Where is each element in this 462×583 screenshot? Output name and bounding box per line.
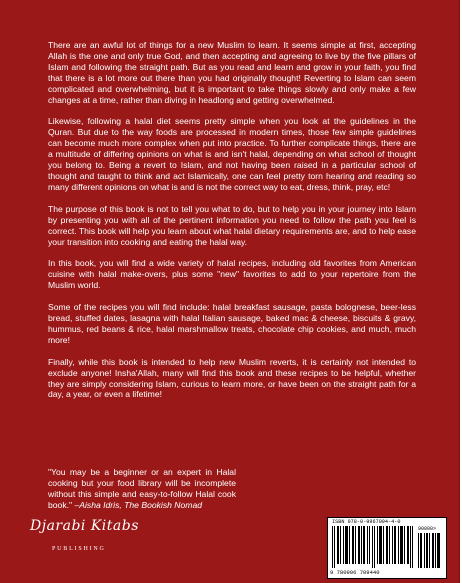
blurb-paragraph-1: There are an awful lot of things for a new Muslim to learn. It seems simple at first, accepting Allah is the one and only true God, and then accepting and agreeing to live by the five pillars of Islam and following the straight path. But as you read and learn and grow in your faith, you find that there is a lot more out there than you had originally thought! Reverting to Islam can seem complicated and overwhelming, but it is important to take things slowly and only make a few changes at a time, rather than diving in headlong and getting overwhelmed.: [48, 40, 416, 105]
publisher-logo-subtitle: PUBLISHING: [52, 546, 106, 552]
blurb-paragraph-5: Some of the recipes you will find include: halal breakfast sausage, pasta bolognese, beer-less bread, stuffed dates, lasagna with halal Italian sausage, baked mac & cheese, biscuits & gravy, hummus, red beans & rice, halal marshmallow treats, chocolate chip cookies, and much, much more!: [48, 302, 416, 345]
blurb-paragraph-4: In this book, you will find a wide variety of halal recipes, including old favorites from American cuisine with halal make-overs, plus some "new" favorites to add to your repertoire from the Muslim world.: [48, 258, 416, 291]
blurb-paragraph-2: Likewise, following a halal diet seems pretty simple when you look at the guidelines in the Quran. But due to the way foods are processed in modern times, those few simple guidelines can become much more complex when put into practice. To further complicate things, there are a multitude of differing opinions on what is and isn't halal, depending on what school of thought you belong to. Being a revert to Islam, and not having been raised in a particular school of thought and taught to think and act Islamically, one can feel pretty torn hearing and reading so many different opinions on what is and is not the correct way to eat, dress, think, pray, etc!: [48, 116, 416, 192]
ean-barcode-bars: [332, 526, 416, 568]
publisher-logo: [30, 518, 140, 568]
blurb-paragraph-6: Finally, while this book is intended to help new Muslim reverts, it is certainly not intended to exclude anyone! Insha'Allah, many will find this book and these recipes to be helpful, whether they are simply considering Islam, curious to learn more, or have been on the straight path for a day, a year, or even a lifetime!: [48, 356, 416, 400]
addon-barcode-bars: [418, 533, 442, 568]
addon-price-code: 90000>: [418, 526, 437, 532]
isbn-label: ISBN 978-0-9967094-4-0: [332, 519, 401, 525]
barcode: [327, 517, 447, 579]
publisher-logo-script: Djarabi Kitabs: [30, 518, 139, 534]
blurb-paragraph-3: The purpose of this book is not to tell you what to do, but to help you in your journey into Islam by presenting you with all of the pertinent information you need to follow the path you feel is correct. This book will help you learn about what halal dietary requirements are, and to help ease your transition into cooking and eating the halal way.: [48, 203, 416, 247]
ean-digits: 9 780996 709440: [330, 569, 380, 576]
blurb: [48, 40, 416, 411]
quote-text: "You may be a beginner or an expert in Halal cooking but your food library will be incomplete without this simple and easy-to-follow Halal cook book." –: [48, 467, 236, 510]
review-quote: [48, 467, 236, 511]
quote-attribution: Aisha Idris, The Bookish Nomad: [79, 499, 203, 510]
